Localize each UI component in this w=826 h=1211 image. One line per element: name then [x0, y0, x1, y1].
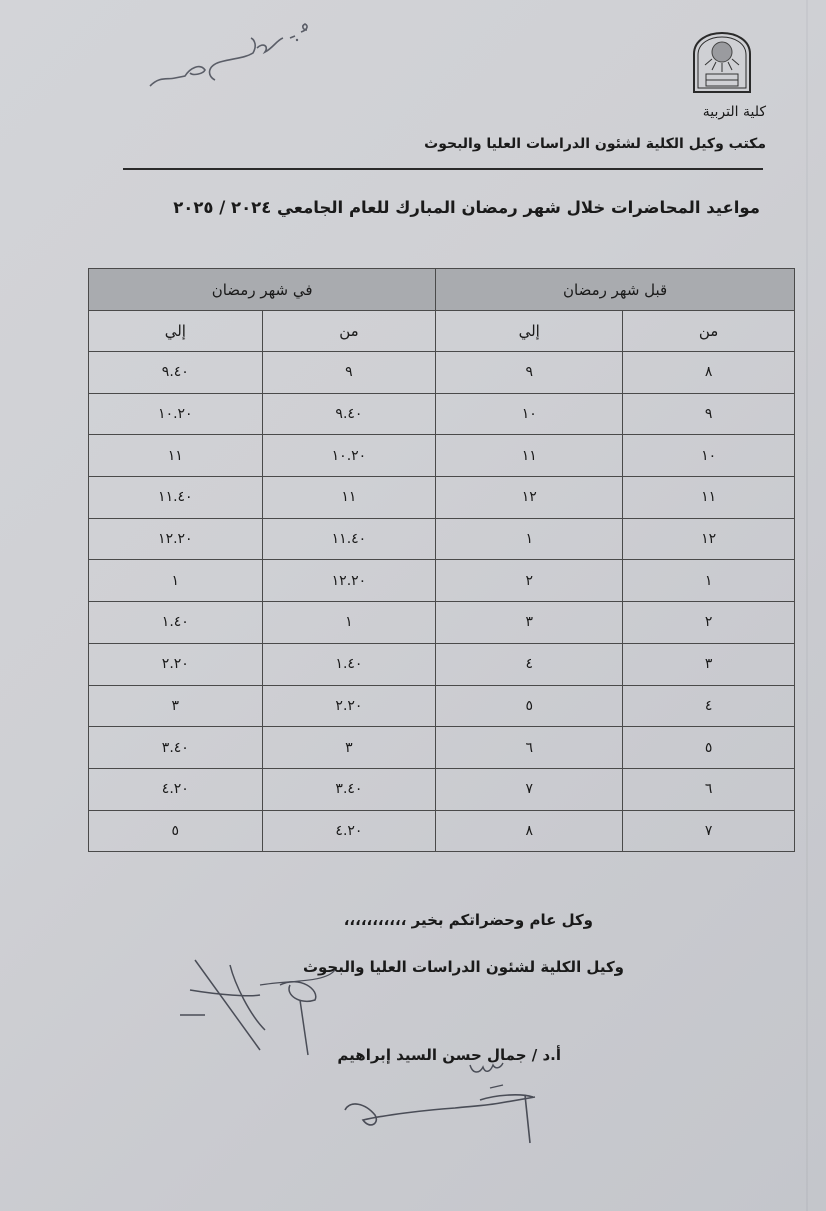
cell: ٤.٢٠: [262, 810, 436, 852]
cell: ١١.٤٠: [89, 477, 263, 519]
table-row: [89, 393, 795, 435]
university-logo: [688, 30, 756, 94]
table-row: [89, 435, 795, 477]
cell: ١١.٤٠: [262, 518, 436, 560]
cell: ٥: [623, 727, 795, 769]
cell: ١١: [89, 435, 263, 477]
handwritten-annotation-top: [145, 18, 345, 98]
cell: ٢.٢٠: [89, 643, 263, 685]
college-name: كلية التربية: [702, 104, 766, 120]
cell: ٢.٢٠: [262, 685, 436, 727]
cell: ٣: [89, 685, 263, 727]
office-name: مكتب وكيل الكلية لشئون الدراسات العليا والبحوث: [424, 136, 766, 152]
cell: ٩: [436, 352, 623, 394]
group-header-row: [89, 269, 795, 311]
signature-scribble: [150, 955, 350, 1065]
cell: ٤: [623, 685, 795, 727]
cell: ١٢: [623, 518, 795, 560]
cell: ١٠: [623, 435, 795, 477]
cell: ١: [436, 518, 623, 560]
schedule-table: [88, 268, 795, 852]
table-row: [89, 768, 795, 810]
cell: ٧: [436, 768, 623, 810]
table-row: [89, 727, 795, 769]
col-during-to: إلي: [89, 311, 263, 352]
signatory-title: وكيل الكلية لشئون الدراسات العليا والبحوث: [302, 958, 624, 976]
cell: ٣: [623, 643, 795, 685]
cell: ٥: [436, 685, 623, 727]
cell: ١٠.٢٠: [89, 393, 263, 435]
col-during-from: من: [262, 311, 436, 352]
table-row: [89, 685, 795, 727]
cell: ٩.٤٠: [89, 352, 263, 394]
cell: ٢: [623, 602, 795, 644]
cell: ٨: [623, 352, 795, 394]
cell: ١١: [436, 435, 623, 477]
table-row: [89, 518, 795, 560]
cell: ١: [89, 560, 263, 602]
cell: ١٢.٢٠: [89, 518, 263, 560]
cell: ١١: [262, 477, 436, 519]
cell: ١٢.٢٠: [262, 560, 436, 602]
cell: ٣.٤٠: [262, 768, 436, 810]
cell: ١: [262, 602, 436, 644]
cell: ٢: [436, 560, 623, 602]
table-row: [89, 602, 795, 644]
cell: ٦: [623, 768, 795, 810]
cell: ١٠: [436, 393, 623, 435]
col-before-to: إلي: [436, 311, 623, 352]
cell: ٣.٤٠: [89, 727, 263, 769]
group-before-ramadan: قبل شهر رمضان: [436, 269, 795, 311]
cell: ٣: [262, 727, 436, 769]
cell: ١.٤٠: [262, 643, 436, 685]
cell: ٦: [436, 727, 623, 769]
cell: ٣: [436, 602, 623, 644]
cell: ٩: [623, 393, 795, 435]
document-title: مواعيد المحاضرات خلال شهر رمضان المبارك للعام الجامعي ٢٠٢٤ / ٢٠٢٥: [173, 198, 760, 217]
signatory-name: أ.د / جمال حسن السيد إبراهيم: [337, 1046, 561, 1064]
cell: ٩.٤٠: [262, 393, 436, 435]
table-row: [89, 352, 795, 394]
cell: ٧: [623, 810, 795, 852]
cell: ١٢: [436, 477, 623, 519]
column-header-row: [89, 311, 795, 352]
table-row: [89, 477, 795, 519]
cell: ١.٤٠: [89, 602, 263, 644]
closing-greeting: وكل عام وحضراتكم بخير ،،،،،،،،،،،: [343, 911, 593, 929]
cell: ٤.٢٠: [89, 768, 263, 810]
cell: ٥: [89, 810, 263, 852]
cell: ١١: [623, 477, 795, 519]
header-divider: [123, 168, 763, 170]
table-row: [89, 560, 795, 602]
col-before-from: من: [623, 311, 795, 352]
group-during-ramadan: في شهر رمضان: [89, 269, 436, 311]
table-row: [89, 643, 795, 685]
cell: ١٠.٢٠: [262, 435, 436, 477]
cell: ١: [623, 560, 795, 602]
table-row: [89, 810, 795, 852]
handwritten-annotation-bottom: [345, 1055, 575, 1150]
cell: ٨: [436, 810, 623, 852]
cell: ٩: [262, 352, 436, 394]
page-edge: [806, 0, 808, 1211]
cell: ٤: [436, 643, 623, 685]
